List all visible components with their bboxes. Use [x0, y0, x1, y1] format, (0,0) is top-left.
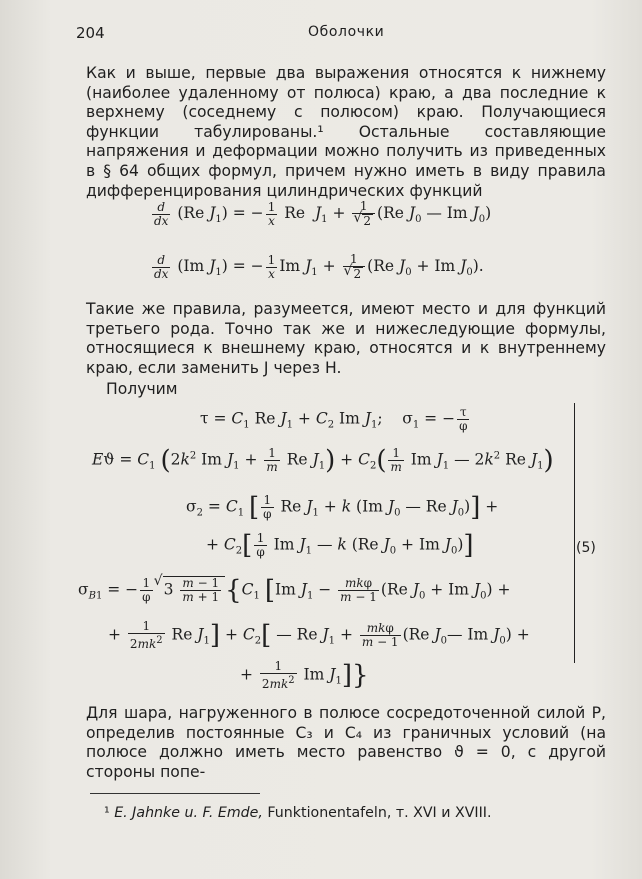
page-number: 204: [76, 24, 105, 42]
equation-system-bracket: [566, 403, 575, 663]
paragraph-third-kind: Такие же правила, разумеется, имеют место и для функций третьего рода. Точно так же и нижеследующие формулы, относящиеся к внешнему краю, относятся и к внутреннему краю, если заменить J через H.: [86, 300, 606, 377]
footnote-text: Funktionentafeln, т. XVI и XVIII.: [267, 805, 492, 821]
equation-tau-sigma1: $\tau = C_1$ Re $J_1 + C_2$ Im $J_1$; $\sigma_1$ = − $\frac{\tau}{\varphi}$: [200, 405, 468, 433]
equation-e-theta: $Eϑ = C_1$ ($2k^2$ Im $J_1$ + $\frac{1}{m}$ Re $J_1) + C_2$( $\frac{1}{m}$ Im $J_1$ — $2k^2$ Re $J_1$): [92, 445, 554, 476]
equation-sigma-b1-a: $\sigma_{B1}$ = − $\frac{1}{\varphi}$ √ 3 $\frac{m - 1}{m + 1}$ {$C_1$ [Im $J_1$ − $\frac{\text{mkφ}}{m - 1}$ (Re $J_0 + Im$ $J_0$) +: [78, 576, 510, 604]
equation-sigma2-a: $\sigma_2 = C_1$ [ $\frac{1}{\varphi}$ Re $J_1 + k$ (Im $J_0$ — Re $J_0$)] +: [186, 492, 499, 523]
footnote-rule: [90, 793, 260, 794]
running-title: Оболочки: [308, 24, 385, 40]
equation-derivative-re: $\frac{d}{dx}$ (Re $J_1$) = − $\frac{1}{x}$ Re $J_1$ + 1 √ 2 (Re $J_0$ — Im $J_0$): [150, 200, 491, 228]
footnote-authors: E. Jahnke u. F. Emde,: [114, 805, 263, 821]
equation-sigma-b1-c: + $\frac{1}{2mk^2}$ Im $J_1$]}: [240, 659, 369, 691]
paragraph-sphere: Для шара, нагруженного в полюсе сосредоточенной силой P, определив постоянные C₃ и C₄ из граничных условий (на полюсе должно иметь место равенство ϑ = 0, с другой стороны попе-: [86, 704, 606, 781]
equation-sigma2-b: + $C_2$[ $\frac{1}{\varphi}$ Im $J_1$ — k (Re $J_0 + Im$ $J_0$)]: [206, 530, 474, 561]
footnote: [104, 805, 491, 821]
paragraph-result: Получим: [106, 380, 178, 398]
paragraph-intro: Как и выше, первые два выражения относятся к нижнему (наиболее удаленному от полюса) краю, а два последние к верхнему (соседнему с полюсом) краю. Получающиеся функции табулированы.¹ Остальные составляющие напряжения и деформации можно получить из приведенных в § 64 общих формул, причем нужно иметь в виду правила дифференцирования цилиндрических функций: [86, 64, 606, 200]
equation-number: (5): [576, 540, 596, 556]
equation-derivative-im: $\frac{d}{dx}$ (Im $J_1$) = − $\frac{1}{x}$ Im $J_1$ + 1 √ 2 (Re $J_0 + Im$ $J_0$).: [150, 253, 484, 281]
page-header: [76, 24, 606, 46]
equation-sigma-b1-b: + $\frac{1}{2mk^2}$ Re $J_1] + C_2$[ — Re $J_1$ + $\frac{\text{mkφ}}{m - 1}$ (Re $J_0—$ Im $J_0$) +: [108, 619, 530, 651]
footnote-marker: ¹: [104, 805, 110, 821]
